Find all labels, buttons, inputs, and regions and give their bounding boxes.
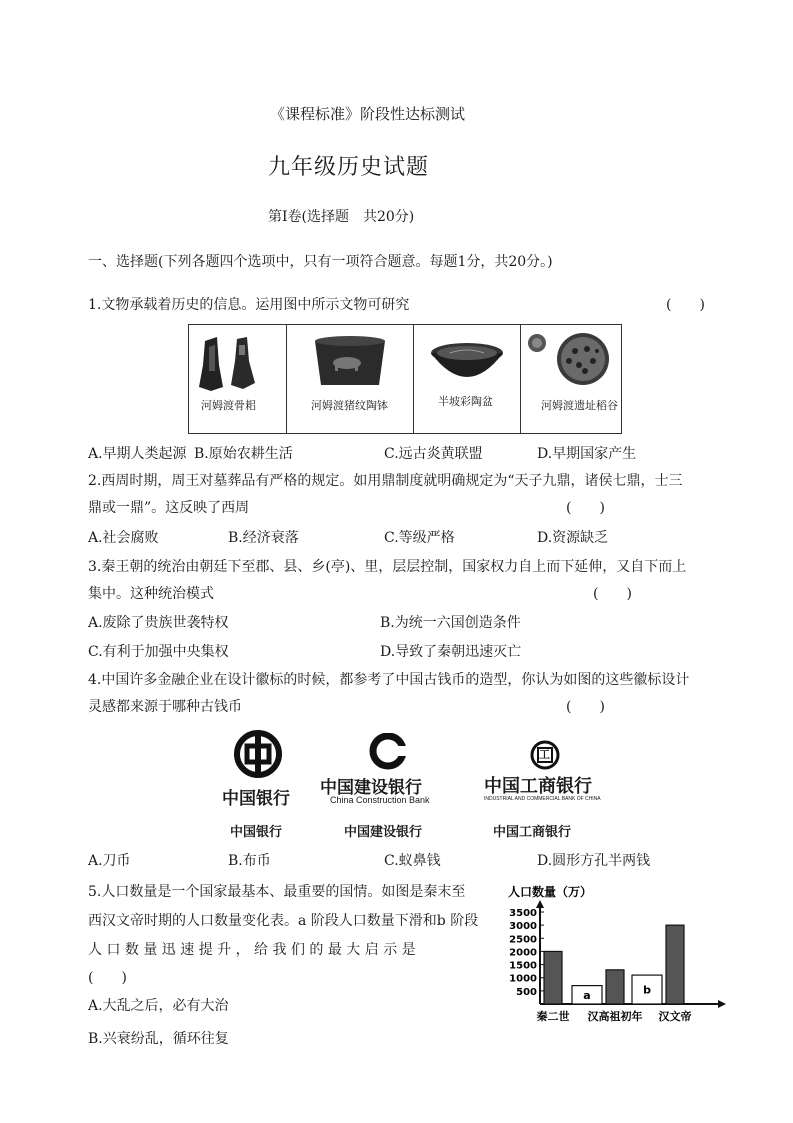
q4-stem-line2: 灵感都来源于哪种古钱币 <box>88 699 242 715</box>
q3-option-a: A.废除了贵族世袭特权 <box>88 615 229 631</box>
chart-axes <box>536 900 726 1008</box>
q3-option-d: D.导致了秦朝迅速灭亡 <box>380 644 522 660</box>
boc-logo <box>218 730 302 810</box>
q2-stem-line2: 鼎或一鼎”。这反映了西周 <box>88 500 250 516</box>
chart-y-axis-label: 人口数量（万） <box>508 885 593 899</box>
relic-cell-painted-basin <box>414 325 521 433</box>
exam-subtitle: 《课程标准》阶段性达标测试 <box>270 105 466 123</box>
ccb-logo <box>320 733 460 811</box>
q4-option-a: A.刀币 <box>88 853 131 869</box>
q4-stem-line1: 4.中国许多金融企业在设计徽标的时候，都参考了中国古钱币的造型，你认为如图的这些徽标设计 <box>88 672 690 688</box>
logo-caption-icbc: 中国工商银行 <box>493 825 572 840</box>
q4-option-d: D.圆形方孔半两钱 <box>537 853 651 869</box>
chart-bars <box>544 925 684 1004</box>
relic-caption-3: 半坡彩陶盆 <box>438 395 493 408</box>
q3-option-c: C.有利于加强中央集权 <box>88 644 229 660</box>
boc-logo-text: 中国银行 <box>222 789 290 809</box>
q1-stem: 1.文物承载着历史的信息。运用图中所示文物可研究 <box>88 297 410 313</box>
q2-option-a: A.社会腐败 <box>88 530 159 546</box>
q3-stem-line2: 集中。这种统治模式 <box>88 586 214 602</box>
q1-option-c: C.远古炎黄联盟 <box>384 446 483 462</box>
chart-y-tick-label: 3500 <box>509 908 537 919</box>
chart-y-tick-label: 2500 <box>509 934 537 946</box>
chart-bar <box>666 925 684 1004</box>
q3-stem-line1: 3.秦王朝的统治由朝廷下至郡、县、乡(亭)、里，层层控制，国家权力自上而下延伸，又自下而上 <box>88 559 687 575</box>
q2-option-c: C.等级严格 <box>384 530 455 546</box>
chart-y-tick-label: 2000 <box>509 947 537 959</box>
q2-option-b: B.经济衰落 <box>228 530 299 546</box>
rice-grains-image <box>521 325 622 405</box>
q1-option-a: A.早期人类起源 <box>88 446 187 462</box>
chart-y-tick-label: 1000 <box>509 973 537 985</box>
logo-caption-boc: 中国银行 <box>230 825 283 840</box>
relic-cell-pig-bowl <box>287 325 414 433</box>
bone-spade-image <box>189 325 286 405</box>
relic-caption-1: 河姆渡骨耜 <box>201 399 256 412</box>
q3-option-b: B.为统一六国创造条件 <box>380 615 521 631</box>
q5-option-b: B.兴衰纷乱，循环往复 <box>88 1031 229 1047</box>
q2-stem-line1: 2.西周时期，周王对墓葬品有严格的规定。如用鼎制度就明确规定为“天子九鼎，诸侯七鼎，士三 <box>88 473 683 489</box>
population-chart-svg <box>506 884 736 1032</box>
icbc-coin-symbol: 工 <box>539 748 550 761</box>
icbc-logo-english: INDUSTRIAL AND COMMERCIAL BANK OF CHINA <box>484 796 601 802</box>
q5-stem-line3: 人 口 数 量 迅 速 提 升 ， 给 我 们 的 最 大 启 示 是 <box>88 942 416 958</box>
icbc-logo-text: 中国工商银行 <box>484 776 592 797</box>
chart-y-tick-label: 500 <box>516 986 537 998</box>
relic-caption-4: 河姆渡遗址稻谷 <box>541 399 618 412</box>
q4-option-b: B.布币 <box>228 853 271 869</box>
ccb-coin-icon <box>320 733 460 773</box>
chart-stage-label: b <box>643 983 651 997</box>
chart-bar <box>606 970 624 1004</box>
relic-figure-table <box>188 324 622 434</box>
chart-stage-label: a <box>583 988 591 1002</box>
logo-caption-ccb: 中国建设银行 <box>344 825 423 840</box>
chart-y-axis-arrow <box>536 900 544 908</box>
q5-answer-paren: ( ) <box>88 970 127 986</box>
exam-title: 九年级历史试题 <box>268 155 430 180</box>
relic-cell-rice-grains <box>521 325 622 433</box>
ccb-logo-english: China Construction Bank <box>330 795 430 805</box>
q5-stem-line1: 5.人口数量是一个国家最基本、最重要的国情。如图是秦末至 <box>88 884 466 900</box>
chart-x-tick-label: 汉高祖初年 <box>587 1010 643 1023</box>
q1-option-d: D.早期国家产生 <box>537 446 637 462</box>
relic-caption-2: 河姆渡猪纹陶钵 <box>311 399 388 412</box>
population-chart <box>506 884 736 1032</box>
chart-x-axis-arrow <box>718 1000 726 1008</box>
icbc-logo <box>484 740 606 804</box>
chart-x-labels <box>536 1009 692 1023</box>
chart-bar <box>544 951 562 1004</box>
ccb-logo-text: 中国建设银行 <box>320 778 422 798</box>
q2-option-d: D.资源缺乏 <box>537 530 609 546</box>
q5-option-a: A.大乱之后，必有大治 <box>88 998 229 1014</box>
q4-option-c: C.蚁鼻钱 <box>384 853 441 869</box>
q1-option-b: B.原始农耕生活 <box>194 446 293 462</box>
pig-pattern-bowl-image <box>287 325 413 405</box>
q1-answer-paren: ( ) <box>666 297 705 313</box>
q3-answer-paren: ( ) <box>593 586 632 602</box>
chart-x-tick-label: 汉文帝 <box>658 1010 692 1023</box>
q4-answer-paren: ( ) <box>566 699 605 715</box>
chart-y-tick-label: 1500 <box>509 960 537 972</box>
chart-y-tick-label: 3000 <box>509 921 537 933</box>
section-heading: 第Ⅰ卷(选择题 共20分) <box>268 209 415 225</box>
part1-instruction: 一、选择题(下列各题四个选项中，只有一项符合题意。每题1分，共20分。) <box>88 254 553 270</box>
boc-coin-icon <box>218 730 302 778</box>
chart-y-ticks <box>509 908 544 998</box>
chart-x-tick-label: 秦二世 <box>536 1010 570 1023</box>
relic-cell-bone-spade <box>189 325 287 433</box>
q5-stem-line2: 西汉文帝时期的人口数量变化表。a 阶段人口数量下滑和b 阶段 <box>88 913 479 929</box>
q2-answer-paren: ( ) <box>566 500 605 516</box>
